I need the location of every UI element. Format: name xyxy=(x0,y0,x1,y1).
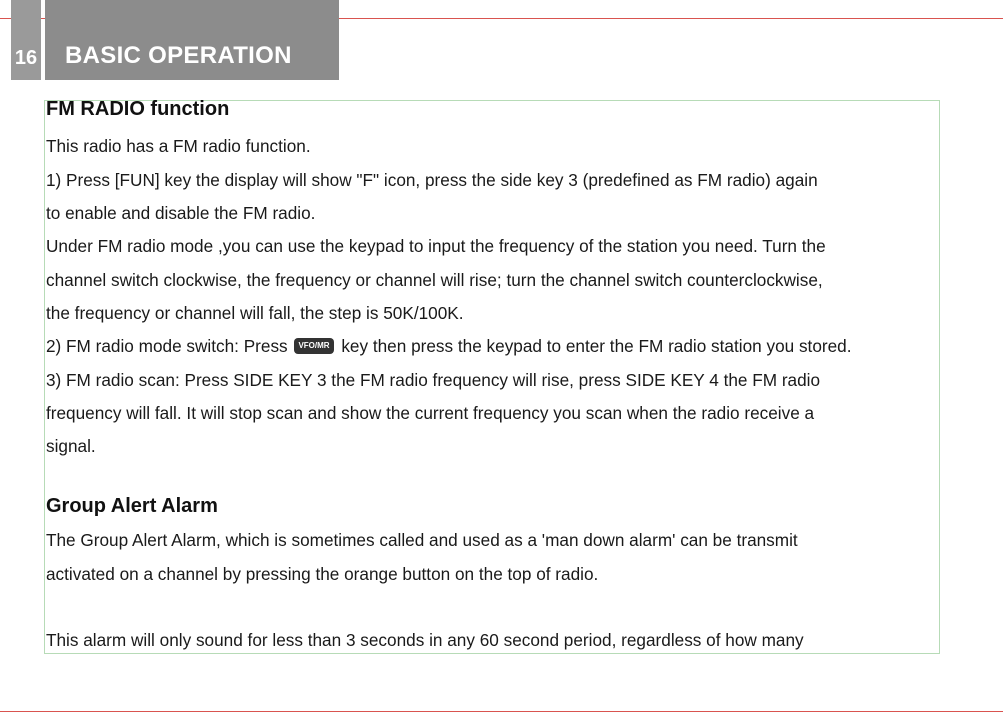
fm-intro: This radio has a FM radio function. xyxy=(46,136,311,156)
alarm-heading: Group Alert Alarm xyxy=(46,495,218,517)
alarm-p1-line1: The Group Alert Alarm, which is sometimes called and used as a 'man down alarm' can be transmit xyxy=(46,530,798,550)
fm-mode-line1: Under FM radio mode ,you can use the keypad to input the frequency of the station you need. Turn the xyxy=(46,236,826,256)
fm-mode-line3: the frequency or channel will fall, the step is 50K/100K. xyxy=(46,303,464,323)
bottom-rule xyxy=(0,711,1003,712)
fm-step3-line2: frequency will fall. It will stop scan and show the current frequency you scan when the radio receive a xyxy=(46,403,815,423)
alarm-p2-line1: This alarm will only sound for less than 3 seconds in any 60 second period, regardless of how many xyxy=(46,630,804,650)
section-header xyxy=(45,0,339,80)
fm-step2-pre: 2) FM radio mode switch: Press xyxy=(46,336,288,356)
vfo-mr-key-icon: VFO/MR xyxy=(294,338,333,354)
section-title: BASIC OPERATION xyxy=(65,42,292,69)
page-number: 16 xyxy=(14,47,38,69)
fm-step2-post: key then press the keypad to enter the FM radio station you stored. xyxy=(341,336,852,356)
fm-step2-line xyxy=(46,336,852,356)
fm-step3-line1: 3) FM radio scan: Press SIDE KEY 3 the FM radio frequency will rise, press SIDE KEY 4 the FM radio xyxy=(46,370,821,390)
page-number-tab xyxy=(11,0,41,80)
fm-step1-line1: 1) Press [FUN] key the display will show "F" icon, press the side key 3 (predefined as FM radio) again xyxy=(46,170,818,190)
fm-mode-line2: channel switch clockwise, the frequency or channel will rise; turn the channel switch counterclockwise, xyxy=(46,270,823,290)
fm-step3-line3: signal. xyxy=(46,436,96,456)
fm-heading: FM RADIO function xyxy=(46,98,230,120)
fm-step1-line2: to enable and disable the FM radio. xyxy=(46,203,316,223)
alarm-p1-line2: activated on a channel by pressing the orange button on the top of radio. xyxy=(46,564,599,584)
